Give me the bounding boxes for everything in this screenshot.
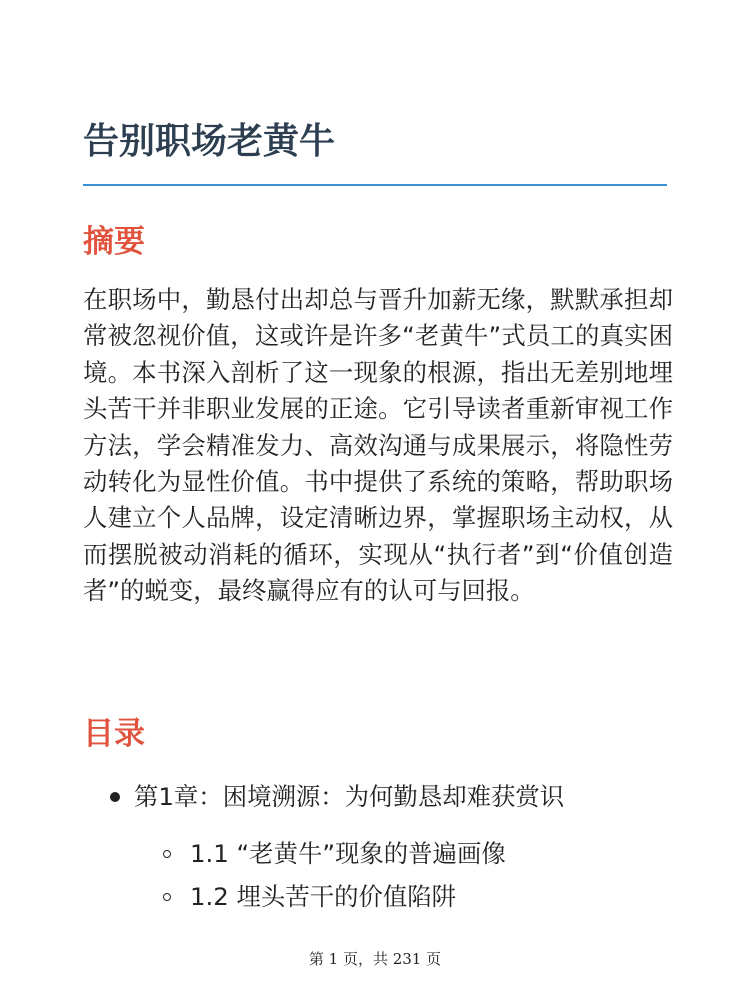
toc-section-1-1[interactable]: 1.1 “老黄牛”现象的普遍画像 <box>190 839 506 868</box>
bullet-circle-icon <box>163 893 171 901</box>
abstract-paragraph: 在职场中，勤恳付出却总与晋升加薪无缘，默默承担却常被忽视价值，这或许是许多“老黄牛”式员工的真实困境。本书深入剖析了这一现象的根源，指出无差别地埋头苦干并非职业发展的正途。它引导读者重新审视工作方法，学会精准发力、高效沟通与成果展示，将隐性劳动转化为显性价值。书中提供了系统的策略，帮助职场人建立个人品牌，设定清晰边界，掌握职场主动权，从而摆脱被动消耗的循环，实现从“执行者”到“价值创造者”的蜕变，最终赢得应有的认可与回报。 <box>83 285 673 606</box>
toc-chapter-1[interactable]: 第1章：困境溯源：为何勤恳却难获赏识 <box>134 782 565 811</box>
toc-heading: 目录 <box>83 716 145 752</box>
bullet-disc-icon <box>110 792 120 802</box>
bullet-circle-icon <box>163 850 171 858</box>
toc-section-1-2[interactable]: 1.2 埋头苦干的价值陷阱 <box>190 882 457 911</box>
abstract-heading: 摘要 <box>83 224 145 260</box>
page-number-footer: 第 1 页，共 231 页 <box>308 950 442 968</box>
document-title: 告别职场老黄牛 <box>83 121 336 162</box>
title-divider <box>83 184 667 186</box>
